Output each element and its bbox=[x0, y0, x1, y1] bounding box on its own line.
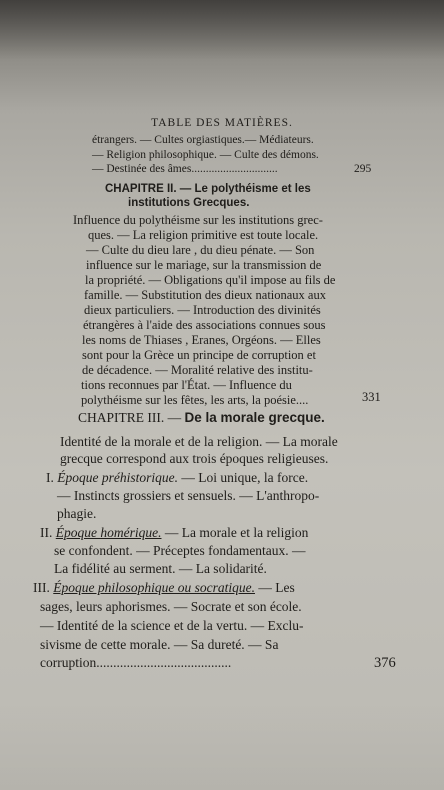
ch2-leader: .... bbox=[295, 393, 309, 407]
section1-numeral: I. bbox=[46, 470, 54, 485]
ch2-line-3: — Culte du dieu lare , du dieu pénate. — Son bbox=[86, 243, 315, 257]
ch3-section2-head bbox=[40, 525, 308, 541]
ch3-section1-line-2: phagie. bbox=[57, 506, 97, 521]
page-edge-shadow bbox=[0, 0, 444, 60]
prev-page-number: 295 bbox=[354, 163, 372, 175]
ch2-line-1: Influence du polythéisme sur les institutions grec- bbox=[73, 213, 323, 227]
ch2-line-13-text: polythéisme sur les fêtes, les arts, la poésie bbox=[81, 393, 296, 407]
ch3-section1-head bbox=[46, 470, 308, 486]
ch3-section2-line-1: se confondent. — Préceptes fondamentaux. — bbox=[54, 543, 306, 558]
ch2-line-11: de décadence. — Moralité relative des institu- bbox=[82, 363, 313, 377]
ch2-page-number: 331 bbox=[362, 390, 381, 404]
ch3-section3-line-2: — Identité de la science et de la vertu. — Exclu- bbox=[40, 618, 304, 633]
chapter2-title-line2: institutions Grecques. bbox=[128, 197, 250, 209]
prev-line-1: étrangers. — Cultes orgiastiques.— Médiateurs. bbox=[92, 134, 314, 146]
ch2-line-9: les noms de Thiases , Eranes, Orgéons. — Elles bbox=[82, 333, 321, 347]
ch3-section3-head bbox=[33, 580, 295, 596]
chapter3-title bbox=[78, 410, 325, 426]
prev-line-2: — Religion philosophique. — Culte des démons. bbox=[92, 149, 319, 161]
ch2-line-2: ques. — La religion primitive est toute locale. bbox=[88, 228, 319, 242]
ch3-leader: ........................................ bbox=[96, 655, 232, 670]
ch2-line-12: tions reconnues par l'État. — Influence du bbox=[81, 378, 292, 392]
ch3-section3-line-3: sivisme de cette morale. — Sa dureté. — Sa bbox=[40, 637, 279, 652]
section3-italic: Époque philosophique ou socratique. bbox=[53, 580, 255, 595]
ch3-page-number: 376 bbox=[374, 655, 396, 671]
ch3-intro-2: grecque correspond aux trois époques religieuses. bbox=[60, 451, 329, 466]
section1-italic: Époque préhistorique. bbox=[57, 470, 178, 485]
ch2-line-6: famille. — Substitution des dieux nationaux aux bbox=[84, 288, 326, 302]
ch2-line-13 bbox=[81, 393, 322, 408]
prev-leader: .............................. bbox=[191, 163, 278, 175]
ch3-section2-line-2: La fidélité au serment. — La solidarité. bbox=[54, 561, 267, 576]
prev-line-3 bbox=[92, 163, 366, 175]
page-bottom-margin bbox=[0, 700, 444, 790]
ch3-section3-line-4 bbox=[40, 655, 351, 671]
section3-numeral: III. bbox=[33, 580, 50, 595]
section3-rest: — Les bbox=[258, 580, 295, 595]
section1-rest: — Loi unique, la force. bbox=[181, 470, 309, 485]
chapter3-title-bold: De la morale grecque. bbox=[184, 410, 325, 425]
chapter3-title-prefix: CHAPITRE III. — bbox=[78, 410, 182, 425]
section2-rest: — La morale et la religion bbox=[164, 525, 309, 540]
ch2-line-4: influence sur le mariage, sur la transmission de bbox=[86, 258, 322, 272]
ch3-section3-line-4-text: corruption bbox=[40, 655, 97, 670]
section2-numeral: II. bbox=[40, 525, 53, 540]
ch2-line-10: sont pour la Grèce un principe de corruption et bbox=[82, 348, 316, 362]
ch3-section3-line-1: sages, leurs aphorismes. — Socrate et son école. bbox=[40, 599, 302, 614]
prev-line-3-text: — Destinée des âmes bbox=[92, 163, 192, 175]
section2-italic: Époque homérique. bbox=[55, 525, 162, 540]
ch2-line-7: dieux particuliers. — Introduction des divinités bbox=[84, 303, 321, 317]
ch2-line-5: la propriété. — Obligations qu'il impose au fils de bbox=[85, 273, 336, 287]
ch3-section1-line-1: — Instincts grossiers et sensuels. — L'anthropo- bbox=[57, 488, 320, 503]
chapter2-title-line1: CHAPITRE II. — Le polythéisme et les bbox=[105, 183, 311, 195]
ch3-intro-1: Identité de la morale et de la religion. — La morale bbox=[60, 434, 338, 449]
ch2-line-8: étrangères à l'aide des associations connues sous bbox=[83, 318, 326, 332]
page-header: TABLE DES MATIÈRES. bbox=[151, 117, 293, 129]
